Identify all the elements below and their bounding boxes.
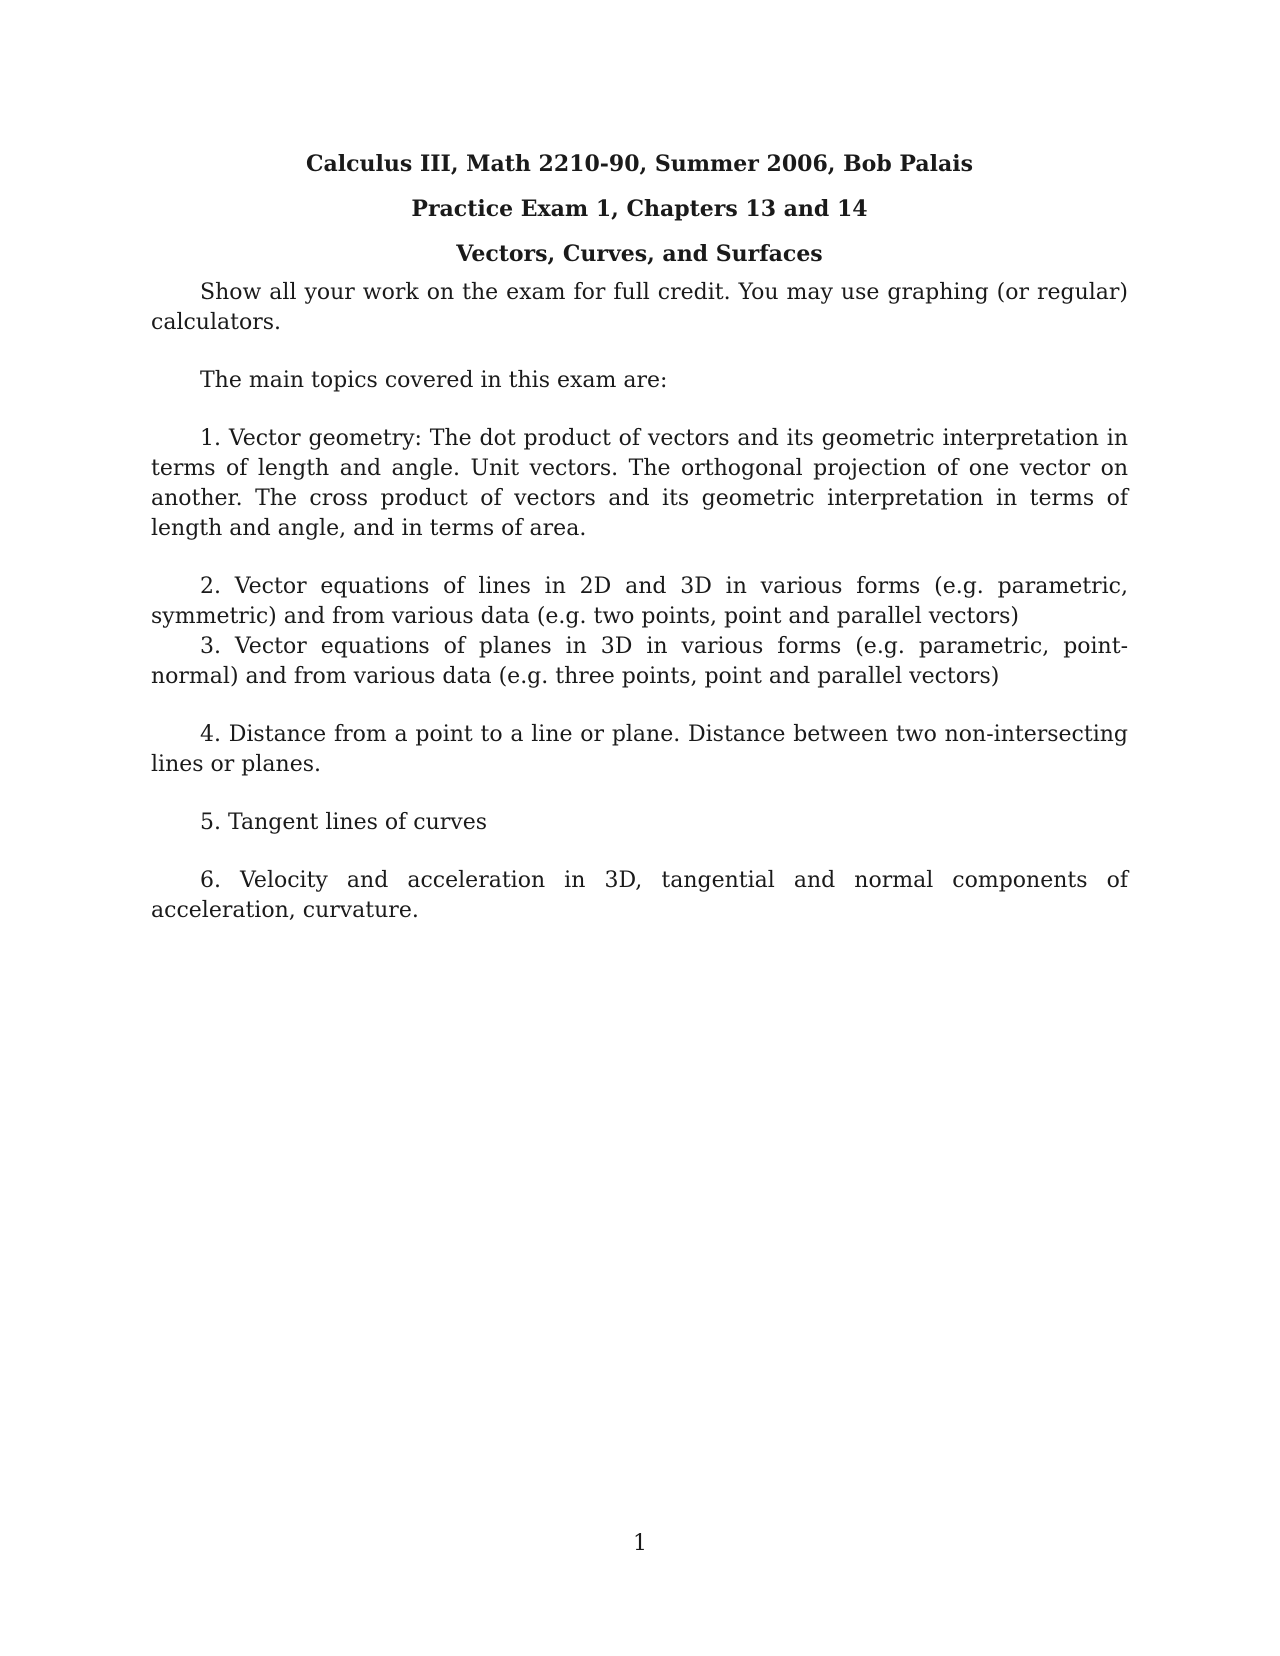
- topic-item-5: 5. Tangent lines of curves: [200, 810, 488, 835]
- topics-lead: The main topics covered in this exam are:: [200, 368, 668, 393]
- topic-item-1: 1. Vector geometry: The dot product of vectors and its geometric interpretation in terms of length and angle. Unit vectors. The orthogonal projection of one vector on another. The cross product of vectors and its geometric interpretation in terms of length and angle, and in terms of area.: [151, 426, 1128, 541]
- page-content: [151, 150, 1128, 926]
- instructions-paragraph: Show all your work on the exam for full credit. You may use graphing (or regular) calculators.: [151, 280, 1128, 335]
- exam-subtitle: Vectors, Curves, and Surfaces: [456, 241, 823, 267]
- topic-item-4: 4. Distance from a point to a line or plane. Distance between two non-intersecting lines or planes.: [151, 722, 1128, 777]
- topic-item-6: 6. Velocity and acceleration in 3D, tangential and normal components of acceleration, curvature.: [151, 868, 1128, 923]
- topic-item-3: 3. Vector equations of planes in 3D in various forms (e.g. parametric, point-normal) and from various data (e.g. three points, point and parallel vectors): [151, 634, 1128, 689]
- topic-item-2: 2. Vector equations of lines in 2D and 3D in various forms (e.g. parametric, symmetric) and from various data (e.g. two points, point and parallel vectors): [151, 574, 1128, 629]
- exam-title: Practice Exam 1, Chapters 13 and 14: [411, 196, 868, 222]
- page-number: 1: [633, 1531, 647, 1556]
- course-title: Calculus III, Math 2210-90, Summer 2006, Bob Palais: [306, 151, 973, 177]
